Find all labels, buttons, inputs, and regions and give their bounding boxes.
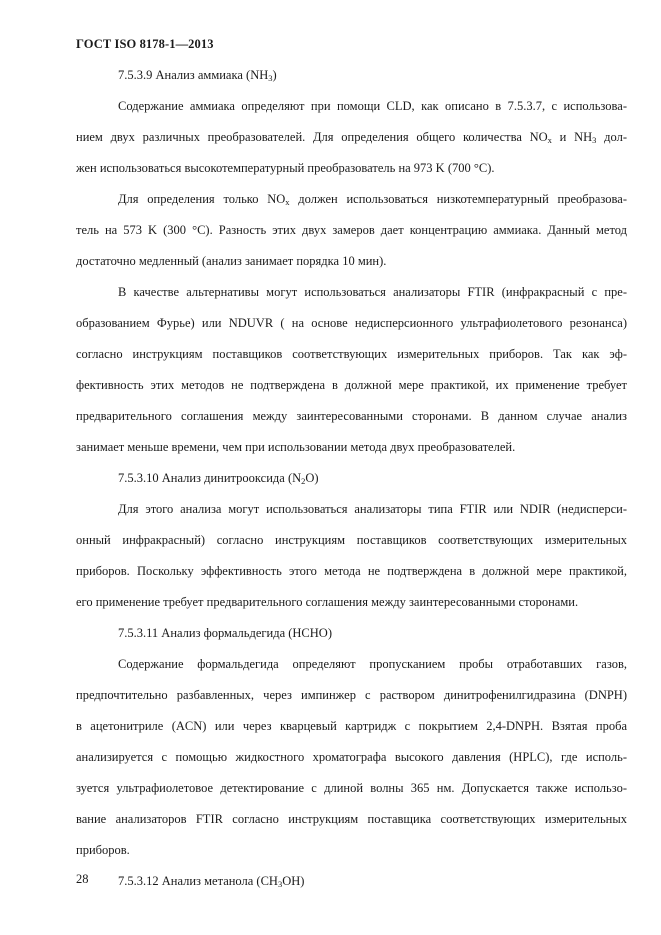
- paragraph-line: вание анализаторов FTIR согласно инструкциям поставщика соответствующих измерительных: [76, 812, 627, 826]
- paragraph: [76, 277, 627, 463]
- paragraph-line: Для этого анализа могут использоваться анализаторы типа FTIR или NDIR (недисперси-: [118, 502, 627, 516]
- paragraph-line: Содержание формальдегида определяют пропусканием пробы отработавших газов,: [118, 657, 627, 671]
- section-heading-7-5-3-11: 7.5.3.11 Анализ формальдегида (HCHO): [118, 626, 332, 640]
- paragraph-line: В качестве альтернативы могут использоваться анализаторы FTIR (инфракрасный с пре-: [118, 285, 627, 299]
- paragraph: [76, 494, 627, 618]
- section-heading-7-5-3-10: 7.5.3.10 Анализ динитрооксида $(N_2O)$: [118, 471, 319, 486]
- paragraph: [76, 649, 627, 866]
- paragraph-line: его применение требует предварительного соглашения между заинтересованными сторонами.: [76, 595, 579, 609]
- paragraph-line: образованием Фурье) или NDUVR ( на основе недисперсионного ультрафиолетового резонанса): [76, 316, 627, 330]
- paragraph-line: жен использоваться высокотемпературный преобразователь на 973 K (700 °C).: [76, 161, 495, 175]
- section-heading-7-5-3-9: 7.5.3.9 Анализ аммиака $(NH_3)$: [118, 68, 277, 83]
- paragraph-line: нием двух различных преобразователей. Для определения общего количества $NO_x$ и $NH_3$ дол-: [76, 130, 627, 145]
- paragraph: [76, 91, 627, 184]
- paragraph: [76, 184, 627, 277]
- paragraph-line: онный инфракрасный) согласно инструкциям поставщиков соответствующих измерительных: [76, 533, 627, 547]
- paragraph-line: тель на 573 K (300 °C). Разность этих двух замеров дает концентрацию аммиака. Данный метод: [76, 223, 627, 237]
- paragraph-line: предварительного соглашения между заинтересованными сторонами. В данном случае анализ: [76, 409, 627, 423]
- paragraph-line: зуется ультрафиолетовое детектирование с длиной волны 365 нм. Допускается также использо-: [76, 781, 627, 795]
- paragraph-line: Содержание аммиака определяют при помощи CLD, как описано в 7.5.3.7, с использова-: [118, 99, 627, 113]
- section-heading-7-5-3-12: 7.5.3.12 Анализ метанола $(CH_3OH)$: [118, 874, 305, 889]
- page-number: 28: [76, 872, 89, 886]
- paragraph-line: Для определения только $NO_x$ должен использоваться низкотемпературный преобразова-: [118, 192, 627, 207]
- document-body: [76, 60, 627, 897]
- paragraph-line: в ацетонитриле (ACN) или через кварцевый картридж с покрытием 2,4-DNPH. Взятая проба: [76, 719, 627, 733]
- paragraph-line: согласно инструкциям поставщиков соответствующих измерительных приборов. Так как эф-: [76, 347, 627, 361]
- paragraph-line: приборов.: [76, 843, 130, 857]
- document-header: ГОСТ ISO 8178-1—2013: [76, 37, 214, 51]
- paragraph-line: фективность этих методов не подтверждена в должной мере практикой, их применение требует: [76, 378, 627, 392]
- paragraph-line: приборов. Поскольку эффективность этого метода не подтверждена в должной мере практикой,: [76, 564, 627, 578]
- paragraph-line: достаточно медленный (анализ занимает порядка 10 мин).: [76, 254, 387, 268]
- paragraph-line: анализируется с помощью жидкостного хроматографа высокого давления (HPLC), где исполь-: [76, 750, 627, 764]
- paragraph-line: предпочтительно разбавленных, через импинжер с раствором динитрофенилгидразина (DNPH): [76, 688, 627, 702]
- paragraph-line: занимает меньше времени, чем при использовании метода двух преобразователей.: [76, 440, 516, 454]
